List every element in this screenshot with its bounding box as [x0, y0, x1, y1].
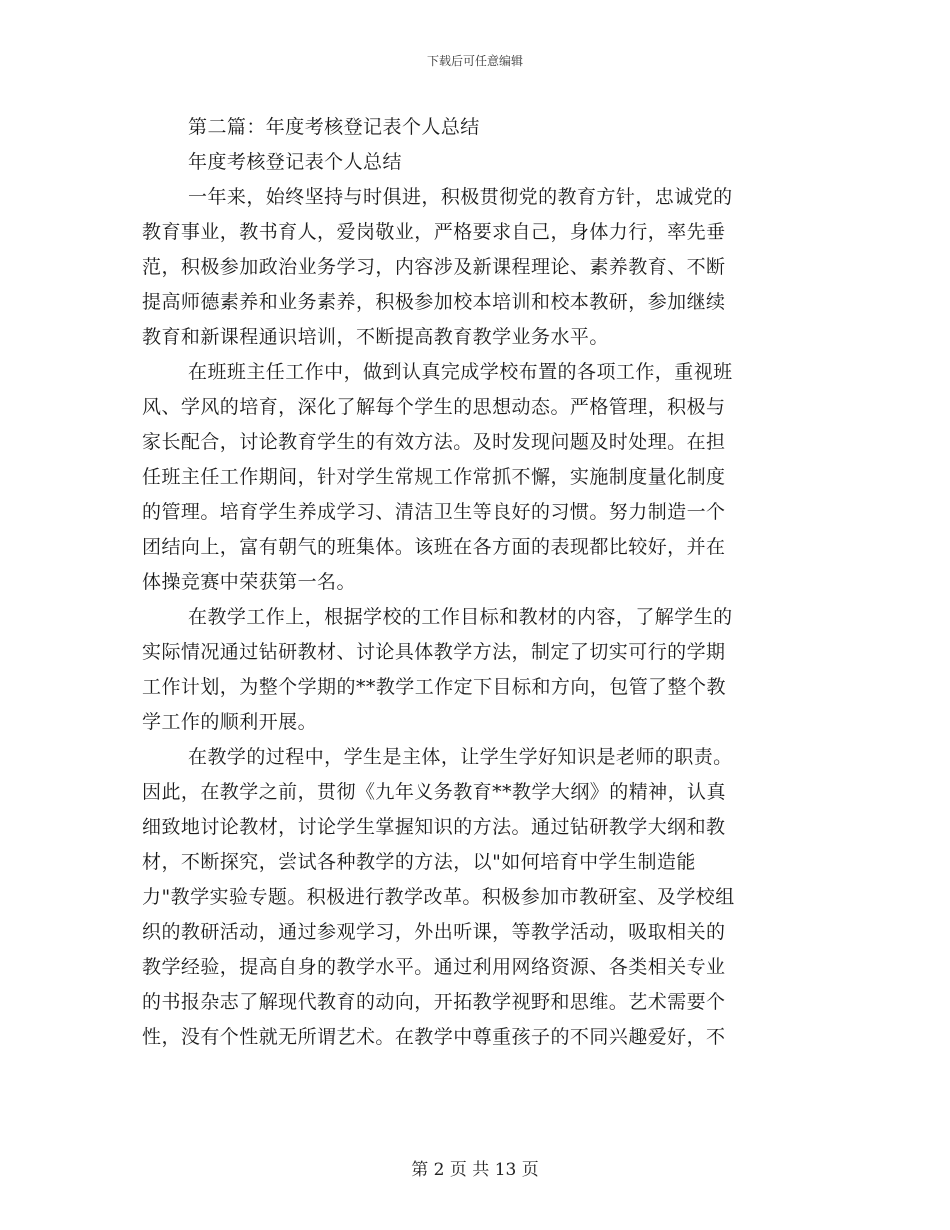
paragraph-line: 教育和新课程通识培训，不断提高教育教学业务水平。	[142, 326, 609, 348]
paragraph-line: 学工作的顺利开展。	[142, 711, 318, 733]
paragraph-line: 家长配合，讨论教育学生的有效方法。及时发现问题及时处理。在担	[142, 431, 726, 453]
paragraph-line: 细致地讨论教材，讨论学生掌握知识的方法。通过钻研教学大纲和教	[142, 816, 726, 838]
paragraph-line: 团结向上，富有朝气的班集体。该班在各方面的表现都比较好，并在	[142, 536, 726, 558]
paragraph	[142, 180, 808, 355]
paragraph-line: 在教学工作上，根据学校的工作目标和教材的内容，了解学生的	[188, 606, 733, 628]
paragraph-line: 性，没有个性就无所谓艺术。在教学中尊重孩子的不同兴趣爱好，不	[142, 1026, 726, 1048]
paragraph-line: 任班主任工作期间，针对学生常规工作常抓不懈，实施制度量化制度	[142, 466, 726, 488]
paragraph-line: 范，积极参加政治业务学习，内容涉及新课程理论、素养教育、不断	[142, 256, 726, 278]
paragraph-line: 教学经验，提高自身的教学水平。通过利用网络资源、各类相关专业	[142, 956, 726, 978]
paragraph	[142, 740, 808, 1055]
paragraph-line: 一年来，始终坚持与时俱进，积极贯彻党的教育方针，忠诚党的	[188, 186, 733, 208]
paragraph-line: 力"教学实验专题。积极进行教学改革。积极参加市教研室、及学校组	[142, 886, 735, 908]
page-header: 下载后可任意编辑	[426, 54, 523, 68]
paragraph-line: 风、学风的培育，深化了解每个学生的思想动态。严格管理，积极与	[142, 396, 726, 418]
page-number-footer: 第 2 页 共 13 页	[411, 1160, 539, 1180]
paragraph-line: 织的教研活动，通过参观学习，外出听课，等教学活动，吸取相关的	[142, 921, 726, 943]
paragraph-line: 工作计划，为整个学期的**教学工作定下目标和方向，包管了整个教	[142, 676, 726, 698]
paragraph-line: 体操竞赛中荣获第一名。	[142, 571, 356, 593]
paragraph-line: 材，不断探究，尝试各种教学的方法，以"如何培育中学生制造能	[142, 851, 696, 873]
paragraph	[142, 600, 808, 740]
paragraph-line: 因此，在教学之前，贯彻《九年义务教育**教学大纲》的精神，认真	[142, 781, 726, 803]
paragraph-line: 实际情况通过钻研教材、讨论具体教学方法，制定了切实可行的学期	[142, 641, 726, 663]
paragraph-line: 教育事业，教书育人，爱岗敬业，严格要求自己，身体力行，率先垂	[142, 221, 726, 243]
paragraph-line: 在班班主任工作中，做到认真完成学校布置的各项工作，重视班	[188, 361, 733, 383]
paragraph-line: 的管理。培育学生养成学习、清洁卫生等良好的习惯。努力制造一个	[142, 501, 726, 523]
document-subtitle: 年度考核登记表个人总结	[188, 151, 402, 173]
paragraph	[142, 355, 808, 600]
paragraph-line: 在教学的过程中，学生是主体，让学生学好知识是老师的职责。	[188, 746, 733, 768]
paragraph-line: 的书报杂志了解现代教育的动向，开拓教学视野和思维。艺术需要个	[142, 991, 726, 1013]
document-title: 第二篇：年度考核登记表个人总结	[188, 116, 480, 138]
document-body	[142, 110, 808, 1055]
paragraph-line: 提高师德素养和业务素养，积极参加校本培训和校本教研，参加继续	[142, 291, 726, 313]
